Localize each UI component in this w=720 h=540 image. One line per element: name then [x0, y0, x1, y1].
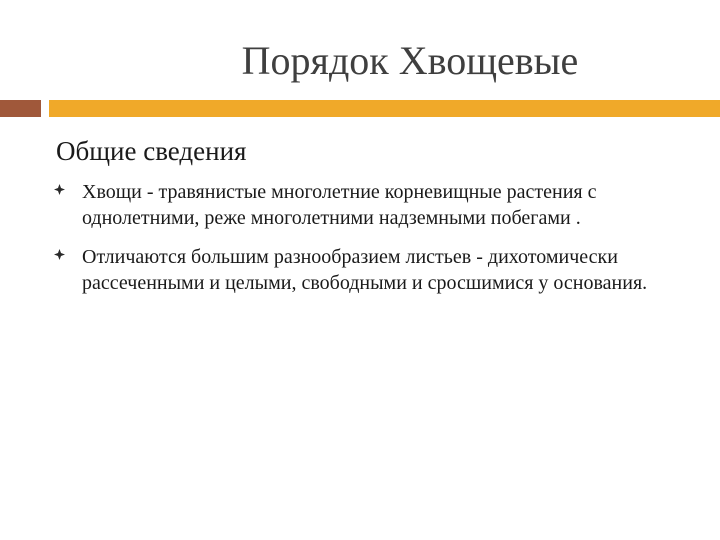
bullet-item — [50, 179, 690, 231]
accent-block — [0, 100, 41, 117]
diamond-bullet-icon — [54, 184, 65, 195]
slide-title: Порядок Хвощевые — [241, 38, 579, 83]
bullet-text: Хвощи - травянистые многолетние корневищные растения с однолетними, реже многолетними надземными побегами . — [82, 181, 597, 229]
slide-subtitle: Общие сведения — [56, 136, 247, 166]
diamond-bullet-icon — [54, 249, 65, 260]
bullet-list — [50, 179, 690, 309]
bullet-text: Отличаются большим разнообразием листьев - дихотомически рассеченными и целыми, свободными и сросшимися у основания. — [82, 246, 648, 294]
accent-line — [49, 100, 720, 117]
bullet-item — [50, 244, 690, 296]
